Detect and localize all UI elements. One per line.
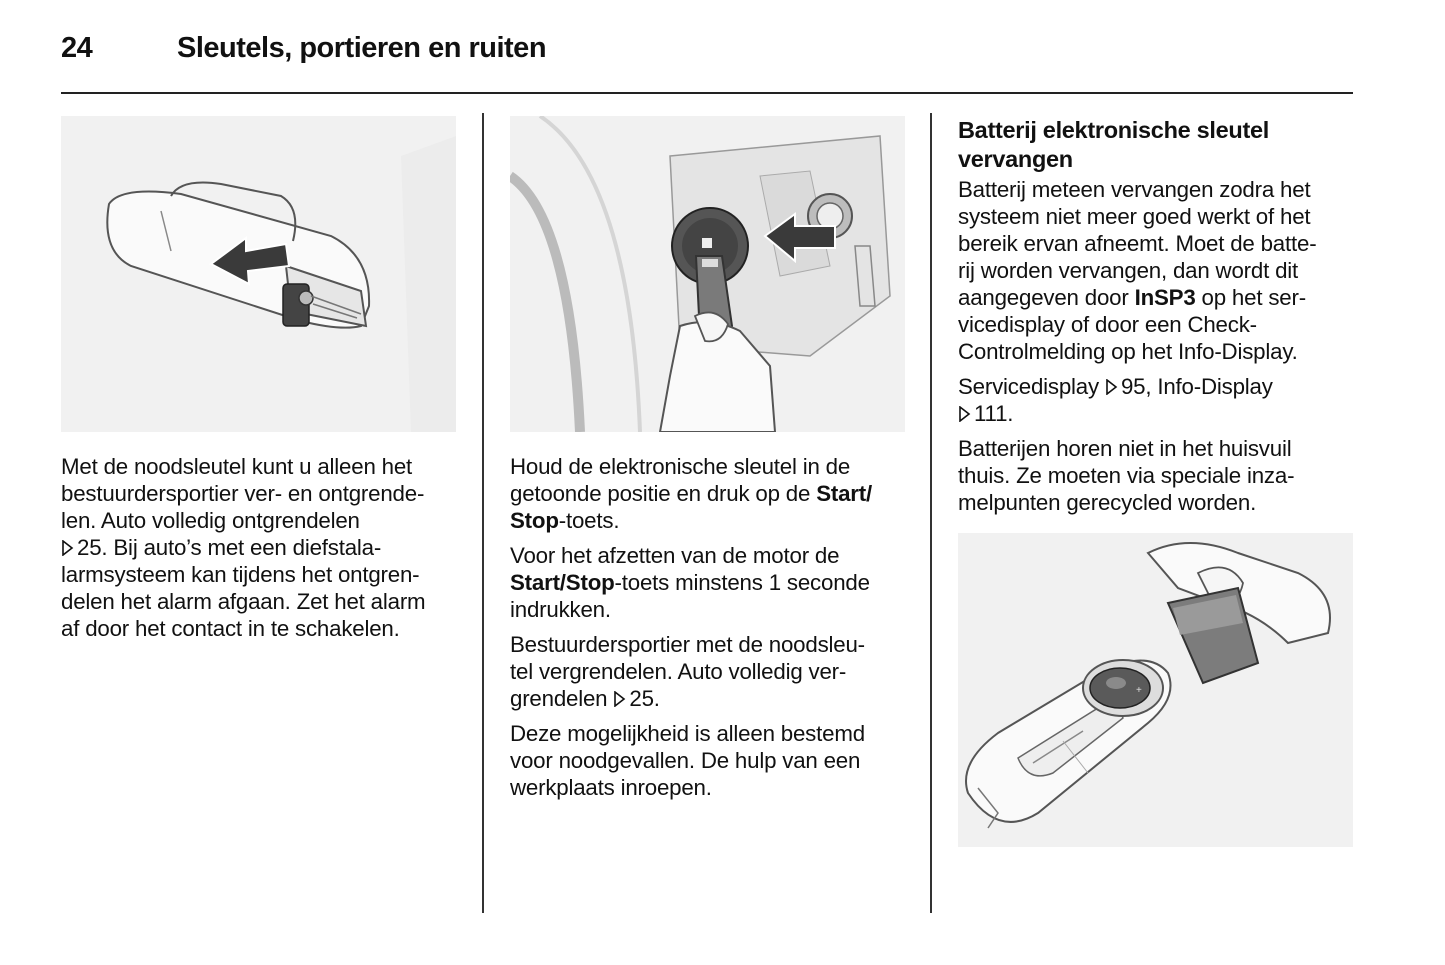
text-line: tel vergrendelen. Auto volledig ver- [510, 659, 847, 684]
text-line: bereik ervan afneemt. Moet de batte- [958, 231, 1317, 256]
text-line: Servicedisplay [958, 374, 1099, 399]
door-handle-illustration [61, 116, 456, 432]
column-divider-2 [930, 113, 932, 913]
column-3-text [958, 116, 1358, 524]
text-line: grendelen [510, 686, 608, 711]
text-line: werkplaats inroepen. [510, 775, 712, 800]
text-line: 25. [629, 686, 660, 711]
page-header [61, 28, 1353, 90]
text-line: af door het contact in te schakelen. [61, 616, 400, 641]
text-line: getoonde positie en druk op de [510, 481, 817, 506]
text-line: voor noodgevallen. De hulp van een [510, 748, 861, 773]
text-line: 111. [974, 401, 1014, 426]
column-2-text [510, 453, 915, 809]
paragraph [958, 435, 1358, 516]
bold-term: InSP3 [1134, 285, 1196, 310]
page-reference-icon [958, 406, 971, 422]
text-line: Deze mogelijkheid is alleen bestemd [510, 721, 865, 746]
text-line: bestuurdersportier ver- en ontgrende- [61, 481, 425, 506]
bold-term: Start/ [816, 481, 872, 506]
text-line: Bestuurdersportier met de noodsleu- [510, 632, 865, 657]
column-1-text [61, 453, 466, 650]
battery-replacement-illustration [958, 533, 1353, 847]
key-slot-illustration [510, 116, 905, 432]
paragraph [510, 720, 915, 801]
text-line: vicedisplay of door een Check- [958, 312, 1257, 337]
paragraph [510, 631, 915, 712]
section-heading [958, 116, 1358, 174]
text-line: Batterijen horen niet in het huisvuil [958, 436, 1292, 461]
text-line: melpunten gerecycled worden. [958, 490, 1257, 515]
text-line: indrukken. [510, 597, 611, 622]
text-line: 95, Info-Display [1120, 374, 1273, 399]
paragraph [958, 176, 1358, 365]
text-line: len. Auto volledig ontgrendelen [61, 508, 360, 533]
text-line: aangegeven door [958, 285, 1135, 310]
paragraph [958, 373, 1358, 427]
heading-line: Batterij elektronische sleutel [958, 117, 1269, 143]
paragraph [61, 453, 466, 642]
text-line: thuis. Ze moeten via speciale inza- [958, 463, 1295, 488]
chapter-title: Sleutels, portieren en ruiten [177, 32, 547, 64]
page-reference-icon [613, 691, 626, 707]
heading-line: vervangen [958, 146, 1073, 172]
header-rule [61, 92, 1353, 94]
text-line: Houd de elektronische sleutel in de [510, 454, 851, 479]
text-line: -toets. [558, 508, 620, 533]
bold-term: Stop [510, 508, 559, 533]
bold-term: Start/Stop [510, 570, 615, 595]
text-line: Met de noodsleutel kunt u alleen het [61, 454, 413, 479]
text-line: Batterij meteen vervangen zodra het [958, 177, 1311, 202]
paragraph [510, 453, 915, 534]
svg-text:+: + [1136, 685, 1142, 696]
text-line: delen het alarm afgaan. Zet het alarm [61, 589, 426, 614]
text-line: Controlmelding op het Info-Display. [958, 339, 1298, 364]
text-line: rij worden vervangen, dan wordt dit [958, 258, 1299, 283]
text-line: 25. Bij auto’s met een diefstala- [77, 535, 382, 560]
text-line: -toets minstens 1 seconde [614, 570, 870, 595]
text-line: systeem niet meer goed werkt of het [958, 204, 1311, 229]
page-reference-icon [61, 540, 74, 556]
text-line: Voor het afzetten van de motor de [510, 543, 840, 568]
column-divider-1 [482, 113, 484, 913]
paragraph [510, 542, 915, 623]
page-number: 24 [61, 32, 93, 64]
text-line: larmsysteem kan tijdens het ontgren- [61, 562, 420, 587]
page-reference-icon [1105, 379, 1118, 395]
text-line: op het ser- [1195, 285, 1306, 310]
